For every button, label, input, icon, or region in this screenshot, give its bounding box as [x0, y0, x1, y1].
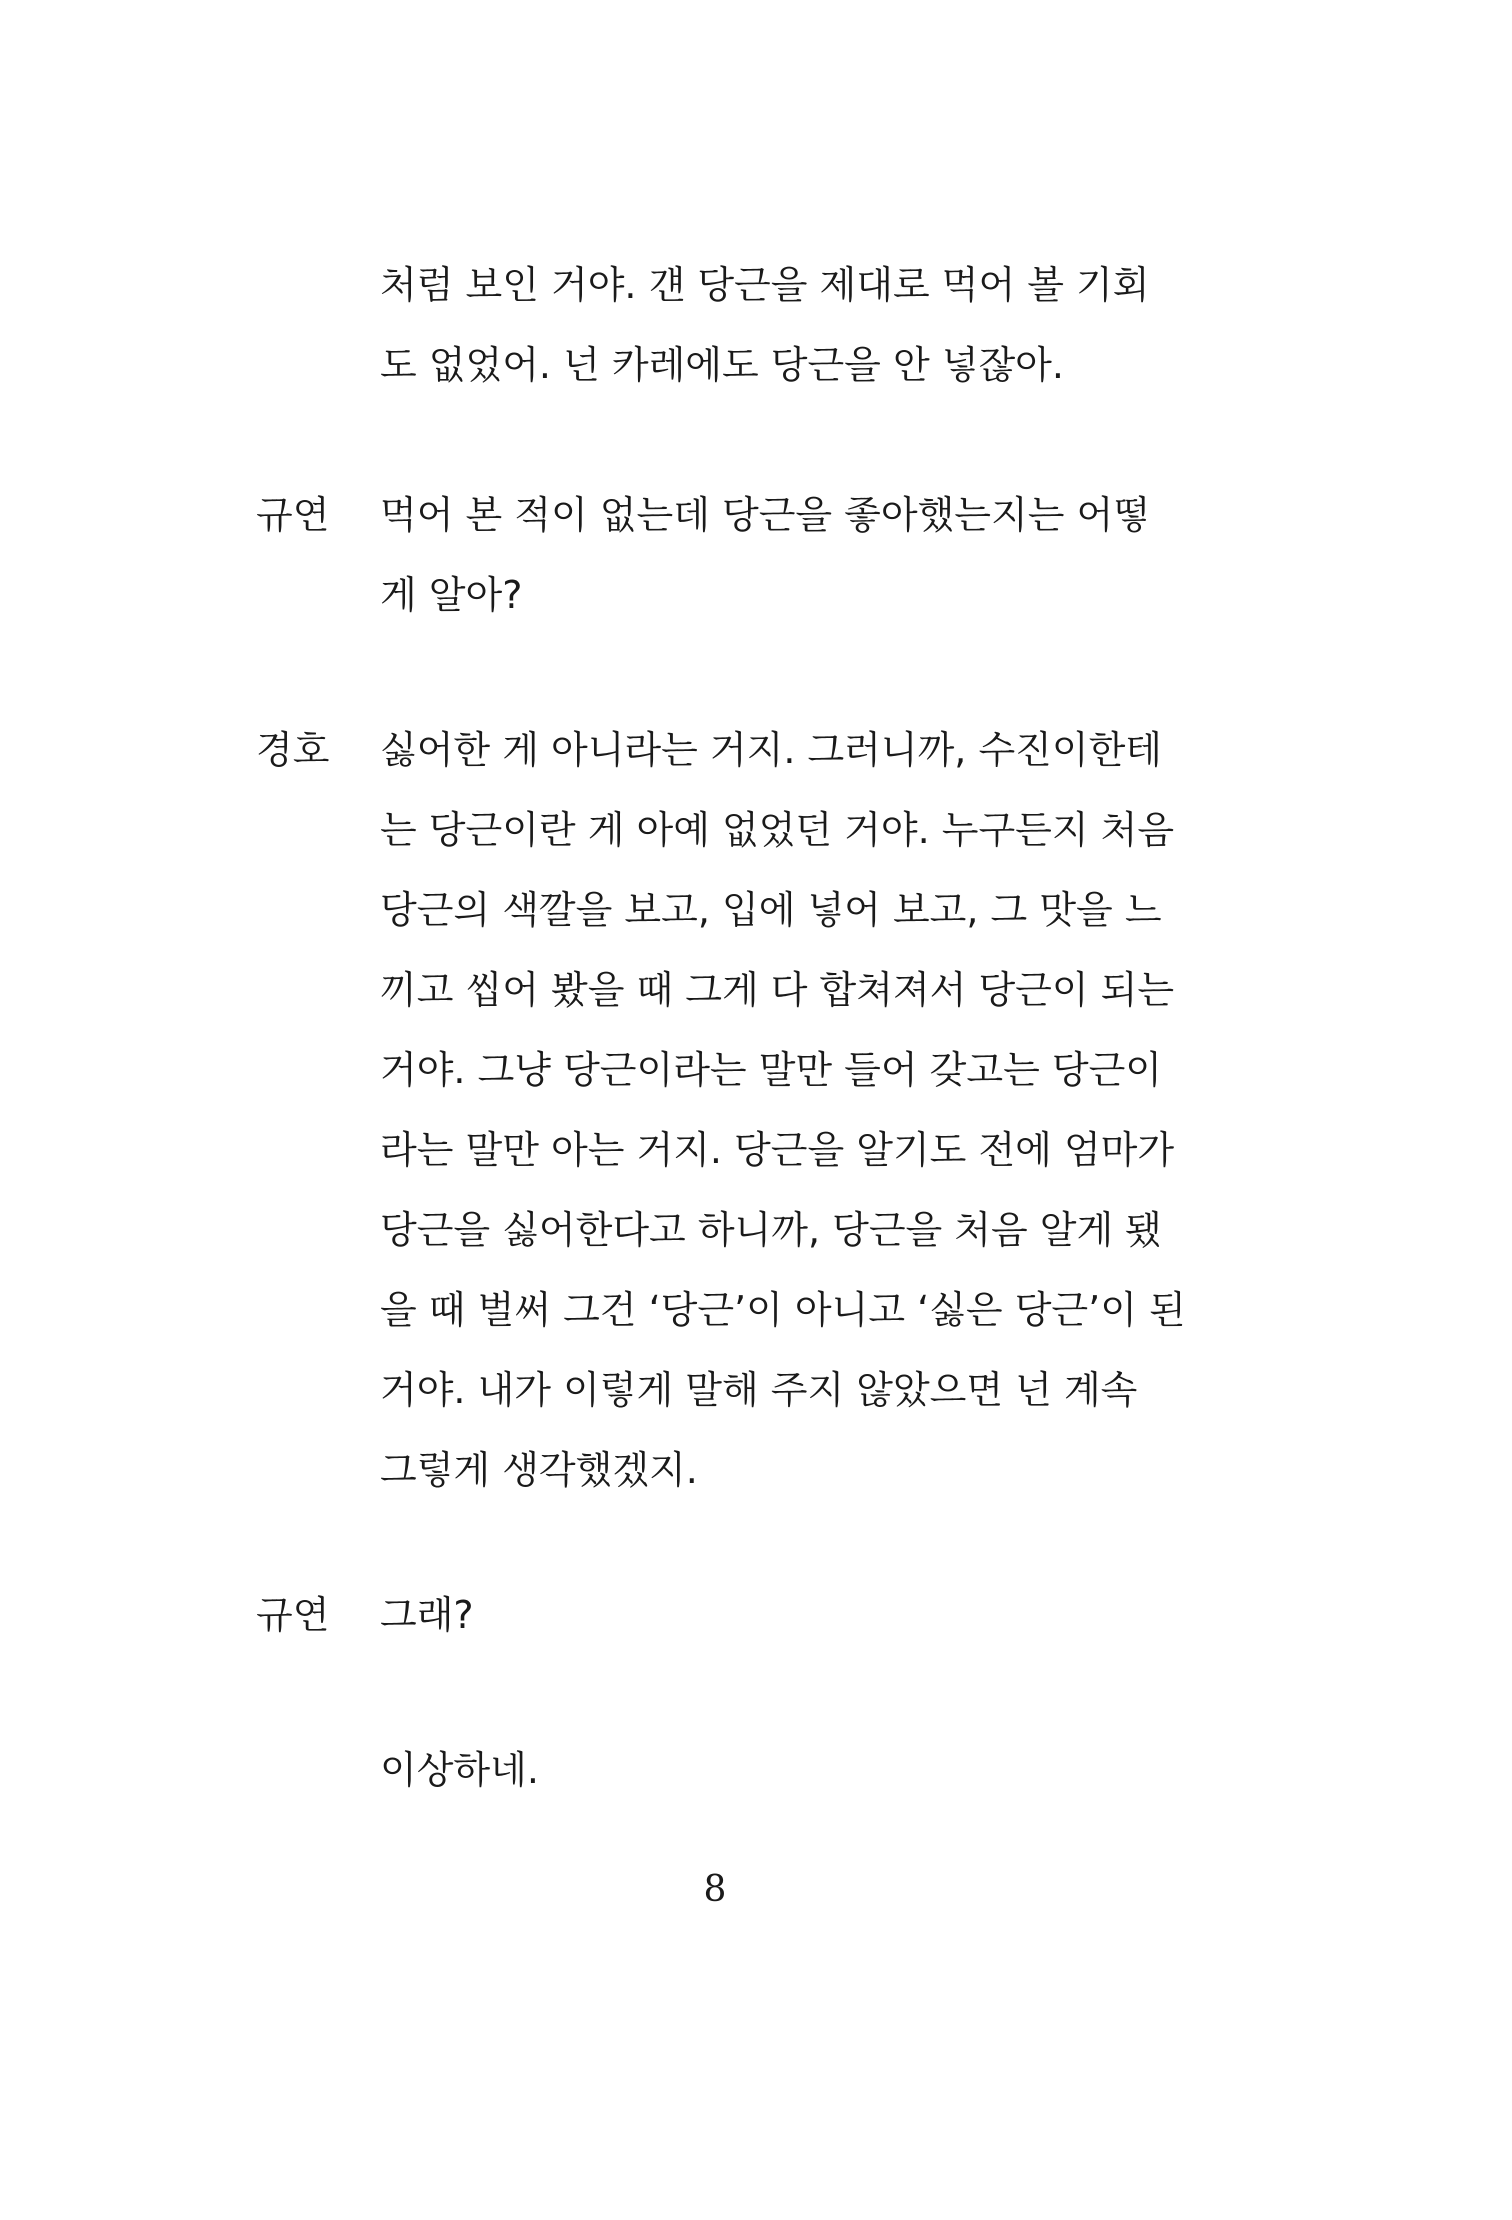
dialogue-line: 이상하네.: [380, 1748, 539, 1792]
dialogue-line: 당근의 색깔을 보고, 입에 넣어 보고, 그 맛을 느: [380, 888, 1162, 932]
dialogue-line: 그래?: [380, 1593, 474, 1637]
speaker-name: 규연: [256, 1593, 330, 1637]
dialogue-line: 먹어 본 적이 없는데 당근을 좋아했는지는 어떻: [380, 493, 1150, 537]
page-number: 8: [703, 1869, 727, 1910]
dialogue-line: 게 알아?: [380, 573, 523, 617]
dialogue-line: 도 없었어. 넌 카레에도 당근을 안 넣잖아.: [380, 343, 1064, 387]
dialogue-line: 처럼 보인 거야. 걘 당근을 제대로 먹어 볼 기회: [380, 263, 1150, 307]
dialogue-line: 는 당근이란 게 아예 없었던 거야. 누구든지 처음: [380, 808, 1175, 852]
dialogue-line: 거야. 그냥 당근이라는 말만 들어 갖고는 당근이: [380, 1048, 1163, 1092]
dialogue-line: 거야. 내가 이렇게 말해 주지 않았으면 넌 계속: [380, 1368, 1138, 1412]
dialogue-line: 그렇게 생각했겠지.: [380, 1448, 698, 1492]
dialogue-line: 을 때 벌써 그건 ‘당근’이 아니고 ‘싫은 당근’이 된: [380, 1288, 1186, 1332]
dialogue-line: 라는 말만 아는 거지. 당근을 알기도 전에 엄마가: [380, 1128, 1175, 1172]
speaker-name: 규연: [256, 493, 330, 537]
dialogue-line: 싫어한 게 아니라는 거지. 그러니까, 수진이한테: [380, 728, 1163, 772]
dialogue-line: 끼고 씹어 봤을 때 그게 다 합쳐져서 당근이 되는: [380, 968, 1175, 1012]
speaker-name: 경호: [256, 728, 330, 772]
dialogue-line: 당근을 싫어한다고 하니까, 당근을 처음 알게 됐: [380, 1208, 1163, 1252]
